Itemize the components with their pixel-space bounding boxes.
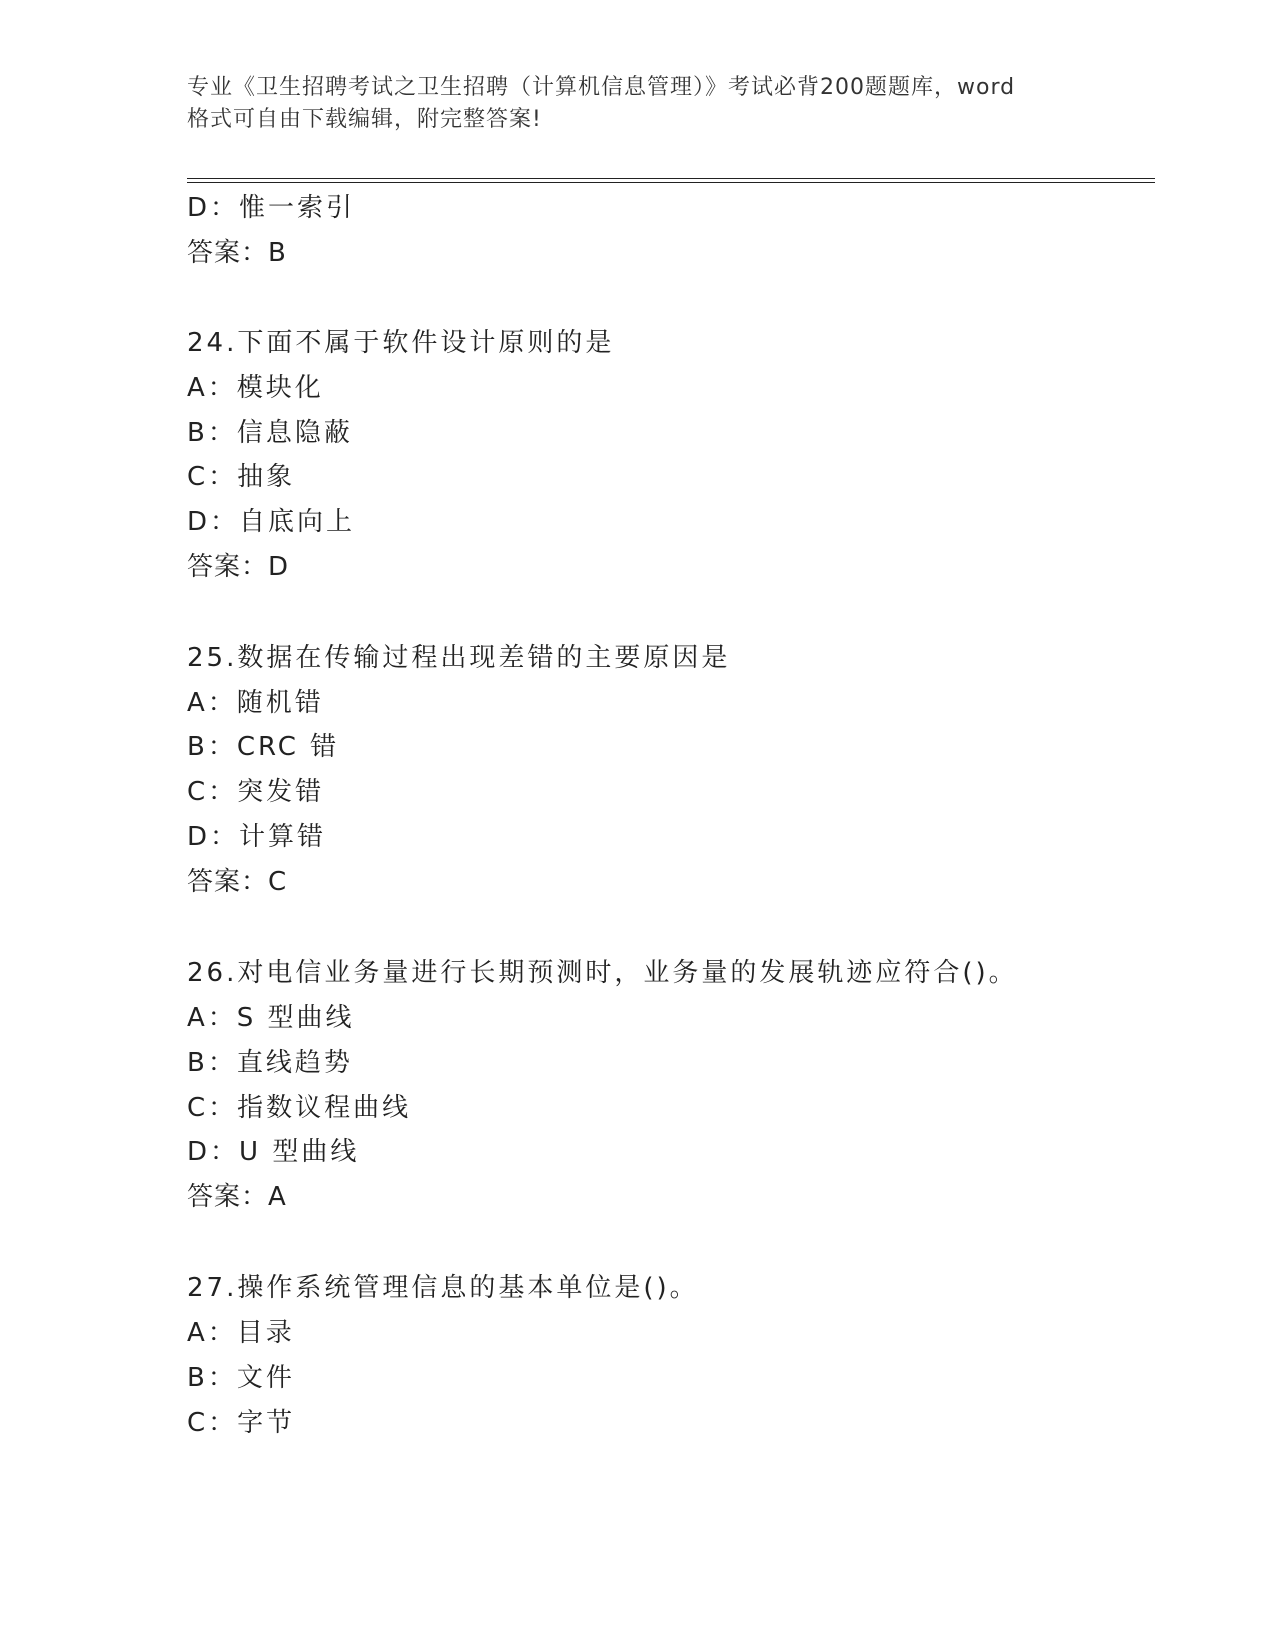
header-title-line-1: 专业《卫生招聘考试之卫生招聘（计算机信息管理）》考试必背200题题库，word <box>187 75 1016 100</box>
q27-option-b: B：文件 <box>187 1363 295 1393</box>
q24-answer: 答案：D <box>187 552 290 582</box>
q26-option-d: D：U 型曲线 <box>187 1137 360 1167</box>
q27-option-a: A：目录 <box>187 1318 295 1348</box>
q24-option-b: B：信息隐蔽 <box>187 418 353 448</box>
q25-option-a: A：随机错 <box>187 688 324 718</box>
q26-option-b: B：直线趋势 <box>187 1048 353 1078</box>
q25-option-c: C：突发错 <box>187 777 325 807</box>
q26-answer: 答案：A <box>187 1182 287 1212</box>
q25-option-b: B：CRC 错 <box>187 732 340 762</box>
q24-option-c: C：抽象 <box>187 462 296 492</box>
header-title-line-2: 格式可自由下载编辑，附完整答案! <box>187 107 542 132</box>
q25-option-d: D：计算错 <box>187 822 327 852</box>
q24-question: 24.下面不属于软件设计原则的是 <box>187 328 615 358</box>
q23-answer: 答案：B <box>187 238 287 268</box>
q26-option-c: C：指数议程曲线 <box>187 1093 412 1123</box>
q27-question: 27.操作系统管理信息的基本单位是()。 <box>187 1273 699 1303</box>
q26-question: 26.对电信业务量进行长期预测时，业务量的发展轨迹应符合()。 <box>187 958 1018 988</box>
document-header <box>187 72 1087 136</box>
q26-option-a: A：S 型曲线 <box>187 1003 355 1033</box>
q24-option-a: A：模块化 <box>187 373 324 403</box>
q27-option-c: C：字节 <box>187 1408 296 1438</box>
q24-option-d: D：自底向上 <box>187 507 356 537</box>
q25-question: 25.数据在传输过程出现差错的主要原因是 <box>187 643 731 673</box>
q23-option-d: D：惟一索引 <box>187 193 356 223</box>
q25-answer: 答案：C <box>187 867 288 897</box>
header-divider <box>187 178 1155 183</box>
